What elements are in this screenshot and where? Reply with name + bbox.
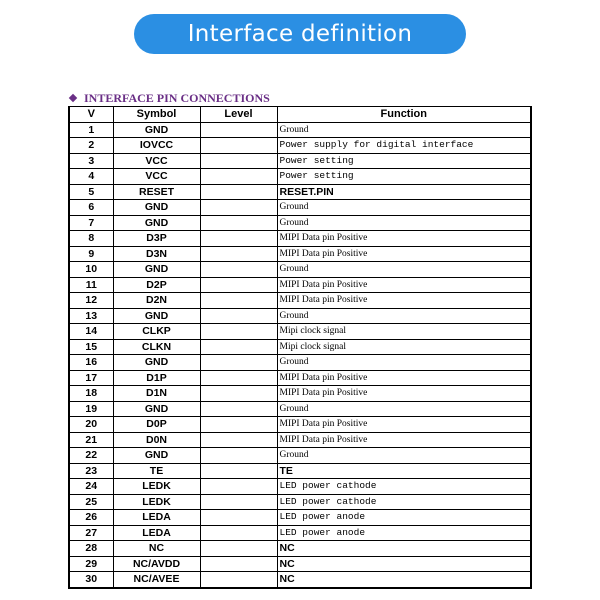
pin-level-cell (200, 448, 277, 464)
pin-number-cell: 11 (69, 277, 113, 293)
pin-number-cell: 25 (69, 494, 113, 510)
table-row (69, 215, 531, 231)
table-row (69, 339, 531, 355)
pin-number-cell: 10 (69, 262, 113, 278)
pin-level-cell (200, 262, 277, 278)
header-function: Function (277, 107, 531, 123)
pin-function-cell: LED power cathode (277, 479, 531, 495)
pin-number-cell: 15 (69, 339, 113, 355)
table-row (69, 541, 531, 557)
pin-number-cell: 7 (69, 215, 113, 231)
pin-number-cell: 5 (69, 184, 113, 200)
pin-symbol-cell: D0P (113, 417, 200, 433)
section-heading-text: INTERFACE PIN CONNECTIONS (84, 90, 270, 105)
pin-level-cell (200, 370, 277, 386)
pin-number-cell: 12 (69, 293, 113, 309)
pin-function-cell: Ground (277, 448, 531, 464)
pin-level-cell (200, 277, 277, 293)
pin-level-cell (200, 463, 277, 479)
table-row (69, 448, 531, 464)
pin-symbol-cell: CLKP (113, 324, 200, 340)
table-row (69, 324, 531, 340)
table-row (69, 122, 531, 138)
pin-symbol-cell: D3P (113, 231, 200, 247)
pin-function-cell: MIPI Data pin Positive (277, 417, 531, 433)
pin-number-cell: 9 (69, 246, 113, 262)
pin-symbol-cell: NC/AVDD (113, 556, 200, 572)
pin-symbol-cell: GND (113, 308, 200, 324)
table-header-row (69, 107, 531, 123)
pin-function-cell: Power supply for digital interface (277, 138, 531, 154)
pin-number-cell: 1 (69, 122, 113, 138)
pin-number-cell: 18 (69, 386, 113, 402)
table-row (69, 401, 531, 417)
pin-level-cell (200, 169, 277, 185)
page-title-banner (134, 14, 466, 54)
pin-function-cell: TE (277, 463, 531, 479)
pin-connections-table (68, 106, 532, 589)
pin-function-cell: Ground (277, 122, 531, 138)
pin-symbol-cell: LEDA (113, 525, 200, 541)
pin-level-cell (200, 293, 277, 309)
pin-symbol-cell: LEDK (113, 494, 200, 510)
header-level: Level (200, 107, 277, 123)
pin-function-cell: Ground (277, 200, 531, 216)
diamond-icon (69, 94, 77, 102)
pin-level-cell (200, 355, 277, 371)
pin-function-cell: NC (277, 541, 531, 557)
pin-level-cell (200, 494, 277, 510)
pin-symbol-cell: NC/AVEE (113, 572, 200, 588)
pin-symbol-cell: D2N (113, 293, 200, 309)
pin-level-cell (200, 541, 277, 557)
pin-function-cell: MIPI Data pin Positive (277, 432, 531, 448)
pin-level-cell (200, 246, 277, 262)
pin-number-cell: 16 (69, 355, 113, 371)
pin-function-cell: Ground (277, 308, 531, 324)
pin-function-cell: MIPI Data pin Positive (277, 370, 531, 386)
header-symbol: Symbol (113, 107, 200, 123)
pin-function-cell: MIPI Data pin Positive (277, 246, 531, 262)
table-row (69, 525, 531, 541)
pin-number-cell: 23 (69, 463, 113, 479)
header-v: V (69, 107, 113, 123)
pin-number-cell: 3 (69, 153, 113, 169)
pin-level-cell (200, 401, 277, 417)
table-row (69, 463, 531, 479)
pin-function-cell: MIPI Data pin Positive (277, 277, 531, 293)
pin-symbol-cell: GND (113, 262, 200, 278)
table-row (69, 370, 531, 386)
pin-level-cell (200, 556, 277, 572)
pin-symbol-cell: TE (113, 463, 200, 479)
pin-level-cell (200, 184, 277, 200)
pin-function-cell: NC (277, 556, 531, 572)
pin-level-cell (200, 324, 277, 340)
table-row (69, 386, 531, 402)
pin-symbol-cell: D1N (113, 386, 200, 402)
table-row (69, 510, 531, 526)
pin-number-cell: 28 (69, 541, 113, 557)
pin-symbol-cell: LEDK (113, 479, 200, 495)
pin-symbol-cell: D3N (113, 246, 200, 262)
pin-level-cell (200, 231, 277, 247)
table-row (69, 556, 531, 572)
table-row (69, 169, 531, 185)
table-row (69, 308, 531, 324)
pin-function-cell: Ground (277, 401, 531, 417)
pin-number-cell: 6 (69, 200, 113, 216)
table-row (69, 277, 531, 293)
pin-number-cell: 20 (69, 417, 113, 433)
pin-level-cell (200, 153, 277, 169)
page-title: Interface definition (187, 21, 413, 47)
pin-function-cell: LED power anode (277, 525, 531, 541)
pin-symbol-cell: CLKN (113, 339, 200, 355)
table-row (69, 231, 531, 247)
pin-number-cell: 22 (69, 448, 113, 464)
pin-number-cell: 19 (69, 401, 113, 417)
pin-symbol-cell: GND (113, 200, 200, 216)
table-row (69, 293, 531, 309)
pin-level-cell (200, 138, 277, 154)
pin-symbol-cell: GND (113, 355, 200, 371)
pin-level-cell (200, 417, 277, 433)
pin-function-cell: RESET.PIN (277, 184, 531, 200)
pin-function-cell: Ground (277, 355, 531, 371)
pin-level-cell (200, 525, 277, 541)
pin-function-cell: Power setting (277, 169, 531, 185)
pin-symbol-cell: D2P (113, 277, 200, 293)
pin-function-cell: NC (277, 572, 531, 588)
section-heading (68, 90, 270, 106)
pin-function-cell: Mipi clock signal (277, 324, 531, 340)
pin-level-cell (200, 122, 277, 138)
table-row (69, 184, 531, 200)
table-row (69, 355, 531, 371)
pin-number-cell: 4 (69, 169, 113, 185)
pin-function-cell: Ground (277, 215, 531, 231)
pin-number-cell: 14 (69, 324, 113, 340)
pin-symbol-cell: IOVCC (113, 138, 200, 154)
pin-number-cell: 29 (69, 556, 113, 572)
table-row (69, 138, 531, 154)
pin-number-cell: 21 (69, 432, 113, 448)
pin-function-cell: LED power cathode (277, 494, 531, 510)
pin-symbol-cell: D1P (113, 370, 200, 386)
table-row (69, 432, 531, 448)
pin-number-cell: 27 (69, 525, 113, 541)
pin-symbol-cell: GND (113, 401, 200, 417)
pin-symbol-cell: VCC (113, 153, 200, 169)
table-row (69, 153, 531, 169)
pin-level-cell (200, 386, 277, 402)
pin-function-cell: MIPI Data pin Positive (277, 386, 531, 402)
table-row (69, 479, 531, 495)
pin-number-cell: 17 (69, 370, 113, 386)
pin-number-cell: 2 (69, 138, 113, 154)
pin-function-cell: Mipi clock signal (277, 339, 531, 355)
pin-level-cell (200, 215, 277, 231)
pin-number-cell: 26 (69, 510, 113, 526)
pin-level-cell (200, 200, 277, 216)
table-row (69, 262, 531, 278)
table-row (69, 494, 531, 510)
pin-level-cell (200, 339, 277, 355)
pin-function-cell: Ground (277, 262, 531, 278)
table-row (69, 200, 531, 216)
pin-number-cell: 24 (69, 479, 113, 495)
pin-symbol-cell: LEDA (113, 510, 200, 526)
pin-number-cell: 13 (69, 308, 113, 324)
pin-level-cell (200, 432, 277, 448)
pin-symbol-cell: GND (113, 215, 200, 231)
pin-symbol-cell: GND (113, 448, 200, 464)
table-row (69, 417, 531, 433)
table-row (69, 572, 531, 588)
pin-function-cell: MIPI Data pin Positive (277, 293, 531, 309)
pin-symbol-cell: GND (113, 122, 200, 138)
pin-symbol-cell: D0N (113, 432, 200, 448)
pin-symbol-cell: VCC (113, 169, 200, 185)
pin-number-cell: 8 (69, 231, 113, 247)
pin-number-cell: 30 (69, 572, 113, 588)
pin-symbol-cell: RESET (113, 184, 200, 200)
pin-symbol-cell: NC (113, 541, 200, 557)
pin-function-cell: LED power anode (277, 510, 531, 526)
pin-function-cell: Power setting (277, 153, 531, 169)
pin-level-cell (200, 479, 277, 495)
pin-level-cell (200, 510, 277, 526)
pin-level-cell (200, 308, 277, 324)
pin-level-cell (200, 572, 277, 588)
table-row (69, 246, 531, 262)
pin-function-cell: MIPI Data pin Positive (277, 231, 531, 247)
